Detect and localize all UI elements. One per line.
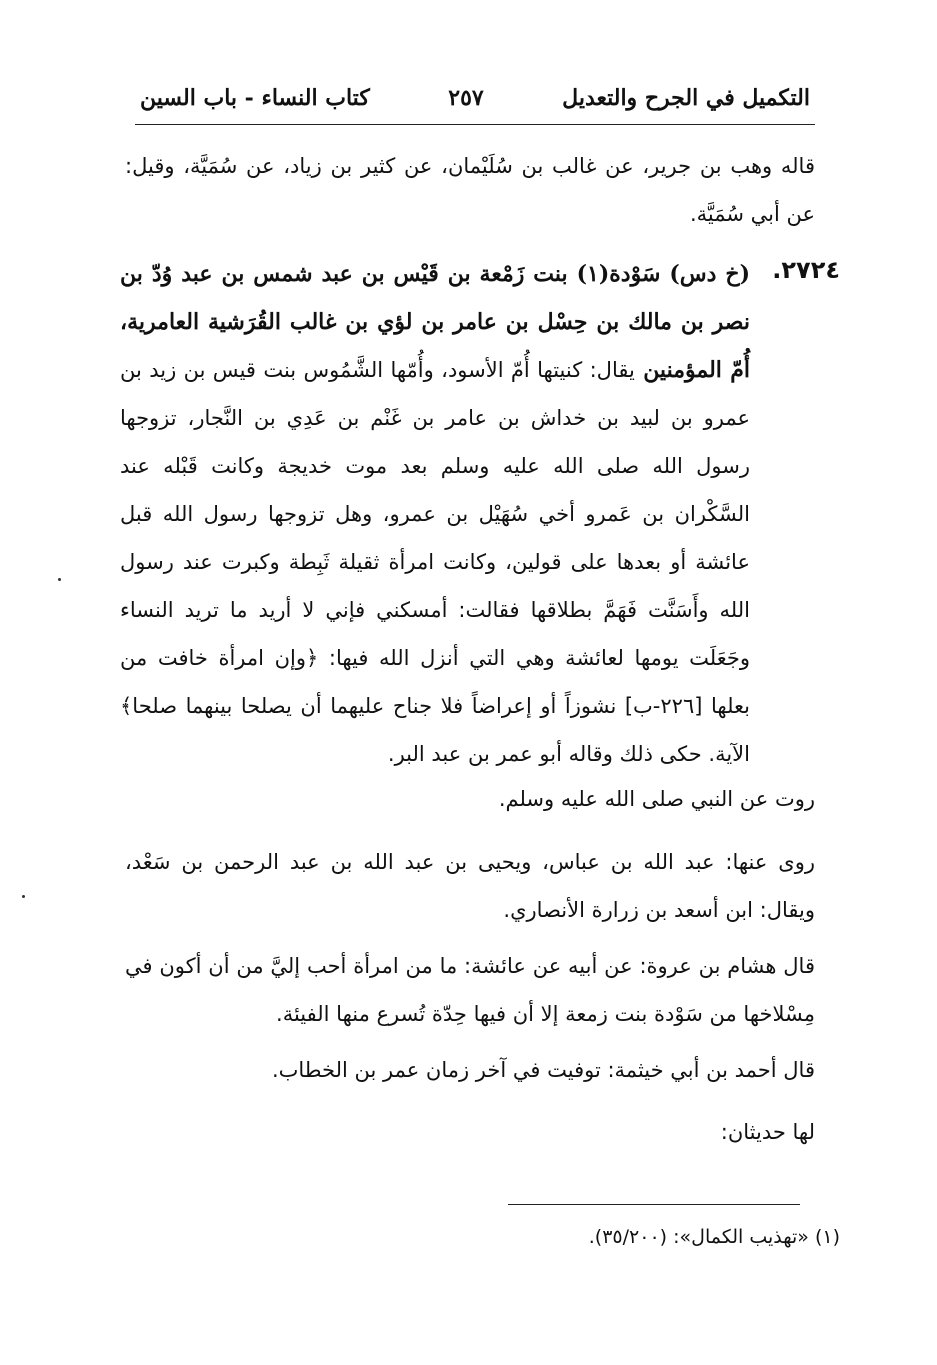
narrated-from-paragraph: روت عن النبي صلى الله عليه وسلم. [498, 787, 815, 811]
header-divider [135, 124, 815, 125]
page-number: ٢٥٧ [448, 85, 484, 111]
entry-number: ٢٧٢٤. [772, 256, 840, 284]
hisham-paragraph: قال هشام بن عروة: عن أبيه عن عائشة: ما من امرأة أحب إليَّ من أن أكون في مِسْلاخها من سَوْدة بنت زمعة إلا أن فيها حِدّة تُسرع منها الفيئة. [125, 954, 815, 1026]
entry-body-outro: الآية. حكى ذلك وقاله أبو عمر بن عبد البر. [387, 742, 750, 766]
footnote-1: (١) «تهذيب الكمال»: (٣٥/٢٠٠). [588, 1226, 840, 1248]
running-header [140, 78, 810, 118]
scan-speck [58, 578, 61, 581]
intro-paragraph: قاله وهب بن جرير، عن غالب بن سُلَيْمان، عن كثير بن زياد، عن سُمَيَّة، وقيل: عن أبي سُمَيَّة. [125, 154, 815, 226]
book-title: التكميل في الجرح والتعديل [562, 85, 810, 111]
entry-heading-text: (خ دس) سَوْدة(١) بنت زَمْعة بن قَيْس بن عبد شمس بن عبد وُدّ بن نصر بن مالك بن حِسْل بن عامر بن لؤي بن غالب القُرَشية العامرية، أُمّ المؤمنين [120, 261, 750, 383]
entry-heading [120, 250, 750, 778]
entry-body-intro: يقال: كنيتها أُمّ الأسود، وأُمّها الشَّمُوس بنت قيس بن زيد بن عمرو بن لبيد بن خداش بن عامر بن غَنْم بن عَدِي بن النَّجار، تزوجها رسول الله صلى الله عليه وسلم بعد موت خديجة وكانت قَبْله عند السَّكْران بن عَمرو أخي سُهَيْل بن عمرو، وهل تزوجها رسول الله قبل عائشة أو بعدها على قولين، وكانت امرأة ثقيلة ثَبِطة وكبرت عند رسول الله وأَسَنَّت فَهَمَّ بطلاقها فقالت: أمسكني فإني لا أريد ما تريد النساء وجَعَلَت يومها لعائشة وهي التي أنزل الله فيها: [120, 358, 750, 670]
quran-quote: ﴿وإن امرأة خافت من بعلها [٢٢٦-ب] نشوزاً أو إعراضاً فلا جناح عليهما أن يصلحا بينهما صلحا﴾ [120, 646, 750, 718]
scan-speck [22, 895, 25, 898]
ahmad-paragraph: قال أحمد بن أبي خيثمة: توفيت في آخر زمان عمر بن الخطاب. [271, 1058, 815, 1082]
hadith-count-paragraph: لها حديثان: [720, 1120, 815, 1144]
section-title: كتاب النساء - باب السين [140, 85, 370, 111]
narrated-by-paragraph: روى عنها: عبد الله بن عباس، ويحيى بن عبد الله بن عبد الرحمن بن سَعْد، ويقال: ابن أسعد بن زرارة الأنصاري. [125, 850, 815, 922]
footnote-divider [508, 1204, 800, 1205]
